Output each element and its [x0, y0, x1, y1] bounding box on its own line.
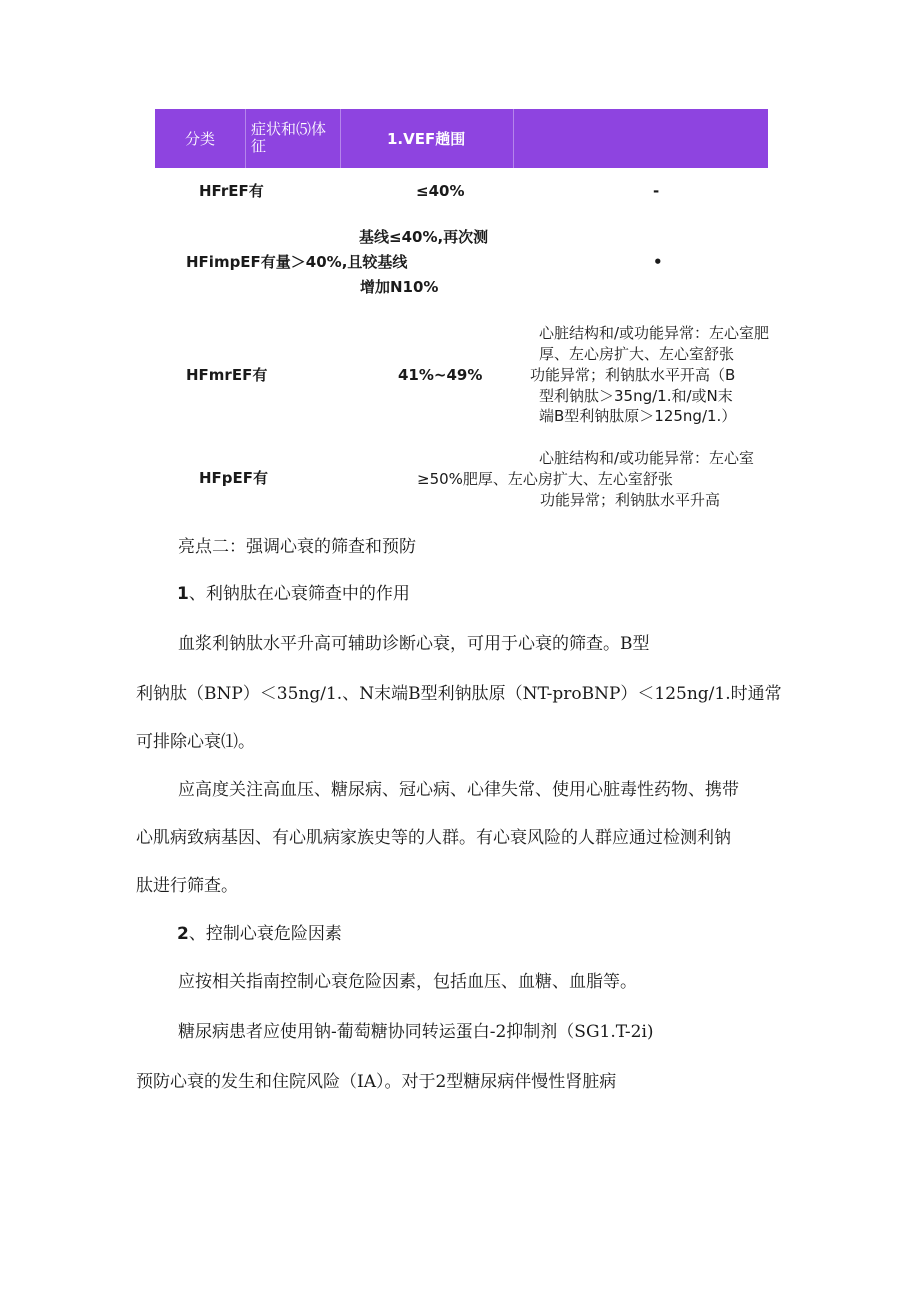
row-hfpef-name: HFpEF有 [199, 469, 269, 487]
row-hfmref-name: HFmrEF有 [186, 366, 268, 384]
row-hfimpef-lvef-line1: 基线≤40%,再次测 [359, 228, 489, 246]
row-hfref-note: - [653, 182, 660, 200]
header-lvef: 1.VEF趟围 [387, 130, 466, 148]
header-symptoms: 症状和⑸体征 [251, 120, 327, 155]
paragraph-line: 利钠肽（BNP）＜35ng/1.、N末端B型利钠肽原（NT-proBNP）＜125ng/1.时通常 [136, 684, 782, 704]
table-header [155, 109, 768, 168]
row-hfref-lvef: ≤40% [416, 182, 465, 200]
row-hfmref-note-line: 端B型利钠肽原＞125ng/1.） [539, 407, 737, 425]
row-hfmref-note-line: 型利钠肽＞35ng/1.和/或N末 [539, 387, 733, 405]
row-hfpef-note-line: 功能异常；利钠肽水平升高 [540, 491, 721, 509]
paragraph-line: 应高度关注高血压、糖尿病、冠心病、心律失常、使用心脏毒性药物、携带 [178, 780, 739, 800]
paragraph-line: 预防心衰的发生和住院风险（IA）。对于2型糖尿病伴慢性肾脏病 [136, 1072, 617, 1092]
paragraph-line: 肽进行筛查。 [136, 876, 238, 896]
header-classification: 分类 [185, 130, 216, 148]
paragraph-line: 心肌病致病基因、有心肌病家族史等的人群。有心衰风险的人群应通过检测利钠 [136, 828, 731, 848]
section-1-number: 1 [177, 584, 189, 604]
header-divider [340, 109, 341, 168]
paragraph-line: 糖尿病患者应使用钠-葡萄糖协同转运蛋白-2抑制剂（SG1.T-2i) [178, 1022, 654, 1042]
row-hfmref-lvef: 41%~49% [398, 366, 483, 384]
row-hfpef-note-line: 心脏结构和/或功能异常：左心室 [539, 449, 755, 467]
row-hfimpef-lvef-line2: 增加N10% [360, 278, 439, 296]
row-hfimpef-name: HFimpEF有量＞40%,且较基线 [186, 253, 408, 271]
highlight-heading: 亮点二：强调心衰的筛查和预防 [178, 537, 416, 557]
row-hfmref-note-line: 厚、左心房扩大、左心室舒张 [539, 345, 735, 363]
paragraph-line: 血浆利钠肽水平升高可辅助诊断心衰，可用于心衰的筛查。B型 [178, 634, 650, 654]
section-1-title: 、利钠肽在心衰筛查中的作用 [188, 584, 410, 604]
header-divider [513, 109, 514, 168]
header-divider [245, 109, 246, 168]
section-2-heading [177, 923, 342, 945]
section-2-title: 、控制心衰危险因素 [188, 924, 342, 944]
section-1-heading [177, 583, 410, 605]
row-hfmref-note-line: 心脏结构和/或功能异常：左心室肥 [539, 324, 770, 342]
row-hfref-name: HFrEF有 [199, 182, 264, 200]
paragraph-line: 应按相关指南控制心衰危险因素，包括血压、血糖、血脂等。 [178, 972, 637, 992]
row-hfpef-lvef: ≥50%肥厚、左心房扩大、左心室舒张 [417, 470, 673, 488]
section-2-number: 2 [177, 924, 189, 944]
paragraph-line: 可排除心衰⑴。 [136, 732, 255, 752]
row-hfmref-note-line: 功能异常；利钠肽水平开高（B [530, 366, 736, 384]
row-hfimpef-note: • [653, 253, 663, 271]
